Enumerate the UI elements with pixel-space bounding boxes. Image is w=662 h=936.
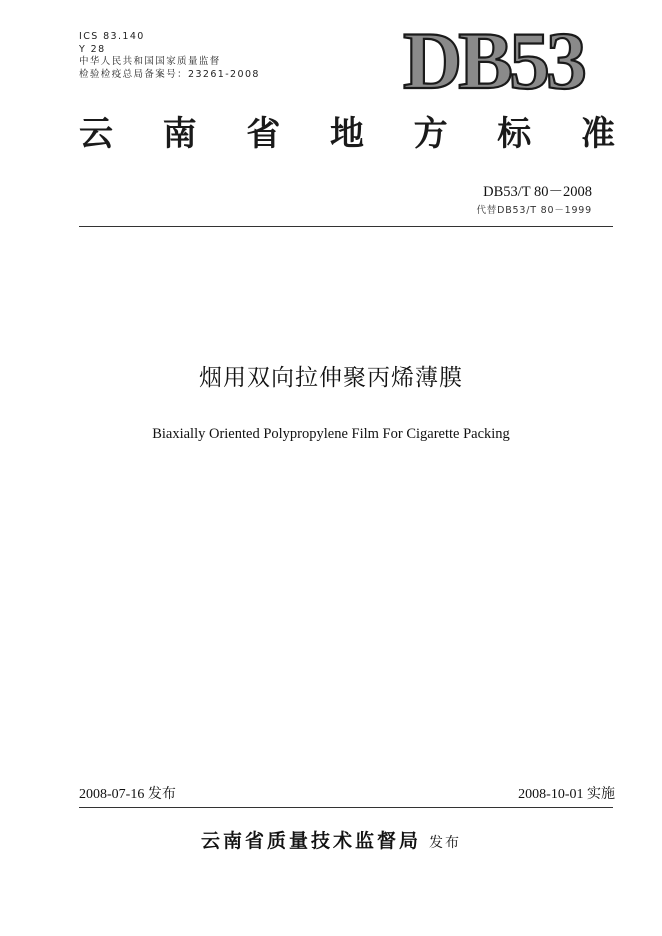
document-title-chinese: 烟用双向拉伸聚丙烯薄膜 <box>199 365 463 391</box>
filing-number: 检验检疫总局备案号：23261-2008 <box>79 68 260 80</box>
standard-type-title <box>79 112 615 156</box>
top-divider <box>79 226 613 227</box>
title-char: 准 <box>580 114 615 154</box>
bottom-divider <box>79 807 613 808</box>
issuing-authority: 中华人民共和国国家质量监督 <box>79 56 221 67</box>
title-char: 地 <box>329 114 364 154</box>
title-char: 省 <box>246 114 281 154</box>
publisher-line <box>0 827 662 857</box>
title-char: 云 <box>79 114 113 154</box>
standard-number: DB53/T 80－2008 <box>483 184 592 200</box>
db53-logo <box>385 20 601 98</box>
effective-date: 2008-10-01 实施 <box>518 787 615 802</box>
title-char: 南 <box>162 114 197 154</box>
document-title-english: Biaxially Oriented Polypropylene Film For Cigarette Packing <box>152 426 510 442</box>
issue-date: 2008-07-16 发布 <box>79 787 176 802</box>
category-code: Y 28 <box>79 43 106 55</box>
ics-code: ICS 83.140 <box>79 31 145 42</box>
logo-text: DB53 <box>403 20 583 98</box>
publisher-suffix: 发布 <box>429 835 461 851</box>
title-char: 方 <box>413 114 448 154</box>
publisher-name: 云南省质量技术监督局 <box>200 830 421 852</box>
title-char: 标 <box>497 114 532 154</box>
replaces-standard: 代替DB53/T 80－1999 <box>476 205 592 216</box>
standard-meta-block <box>79 31 260 81</box>
